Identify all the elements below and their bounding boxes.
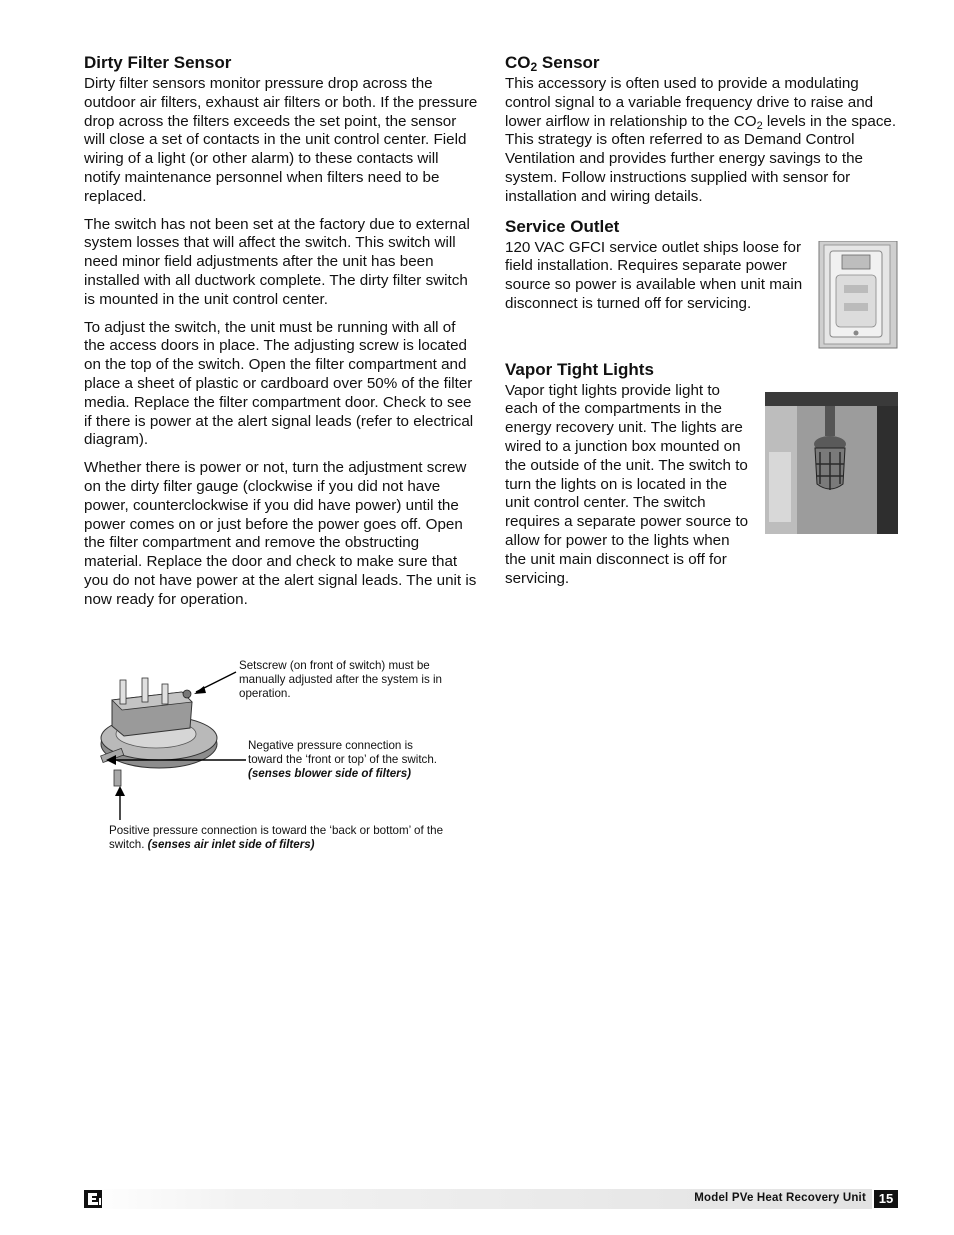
gfci-outlet-icon	[818, 241, 898, 349]
vapor-lights-heading: Vapor Tight Lights	[505, 359, 654, 379]
negative-pressure-callout	[248, 739, 438, 781]
dirty-filter-paragraph-4: Whether there is power or not, turn the adjustment screw on the dirty filter gauge (clockwise if you did not have power, counterclockwise if you did have power) until the power comes on or just before the power goes off. Open the filter compartment and remove the obstructing material. Replace the door and check to make sure that you do not have power at the alert signal leads. The unit is now ready for operation.	[84, 459, 477, 608]
setscrew-callout: Setscrew (on front of switch) must be manually adjusted after the system is in operation.	[239, 659, 442, 700]
negative-pressure-text: Negative pressure connection is toward the ‘front or top’ of the switch.	[248, 739, 438, 766]
footer-title: Model PVe Heat Recovery Unit	[694, 1192, 866, 1204]
co2-heading-suffix: Sensor	[537, 53, 600, 72]
page-number: 15	[874, 1190, 898, 1208]
pressure-switch-diagram	[84, 650, 484, 860]
positive-pressure-text: Positive pressure connection is toward the ‘back or bottom’ of the switch.	[109, 824, 444, 851]
company-logo	[84, 1190, 104, 1208]
dirty-filter-heading: Dirty Filter Sensor	[84, 53, 232, 72]
service-outlet-section	[505, 216, 900, 353]
positive-pressure-note: (senses air inlet side of filters)	[147, 838, 315, 851]
service-outlet-image	[818, 241, 898, 349]
co2-text-subscript: 2	[756, 119, 763, 132]
co2-text-part-b: levels in the space. This strategy is often referred to as Demand Control Ventilation and provides further energy savings to the system. Follow instructions supplied with sensor for installation and wiring details.	[505, 112, 897, 205]
dirty-filter-paragraph-3: To adjust the switch, the unit must be running with all of the access doors in place. The adjusting screw is located on the top of the switch. Open the filter compartment and place a sheet of plastic or cardboard over 50% of the filter media. Replace the filter compartment door. Check to see if there is power at the alert signal leads (refer to electrical diagram).	[84, 318, 474, 449]
left-column	[84, 52, 478, 619]
negative-pressure-note: (senses blower side of filters)	[248, 767, 412, 780]
positive-pressure-callout	[109, 824, 449, 852]
dirty-filter-section	[84, 52, 478, 610]
co2-text-part-a: This accessory is often used to provide a modulating control signal to a variable frequency drive to raise and lower airflow in relationship to the CO	[505, 75, 874, 130]
vapor-light-image	[765, 392, 898, 534]
logo-icon	[84, 1190, 104, 1208]
service-outlet-text: 120 VAC GFCI service outlet ships loose for field installation. Requires separate power source so power is available when unit main disconnect is turned off for servicing.	[505, 238, 803, 312]
vapor-lights-text: Vapor tight lights provide light to each of the compartments in the energy recovery unit. The lights are wired to a junction box mounted on the outside of the unit. The switch to turn the lights on is located in the unit control center. The switch requires a separate power source to allow for power to the lights when the unit main disconnect is off for servicing.	[505, 381, 749, 587]
co2-heading-subscript: 2	[530, 60, 538, 74]
vapor-light-photo	[765, 392, 898, 534]
service-outlet-heading: Service Outlet	[505, 216, 620, 236]
co2-sensor-section	[505, 52, 900, 207]
co2-sensor-text	[505, 75, 900, 207]
dirty-filter-paragraph-2: The switch has not been set at the factory due to external system losses that will affect the switch. This switch will need minor field adjustments after the unit has been installed with all ductwork complete. The dirty filter switch is mounted in the unit control center.	[84, 215, 470, 308]
co2-sensor-heading	[505, 52, 900, 73]
dirty-filter-paragraph-1: Dirty filter sensors monitor pressure drop across the outdoor air filters, exhaust air filters or both. If the pressure drop across the filters exceeds the set point, the sensor will close a set of contacts in the unit control center. Field wiring of a light (or other alarm) to these contacts will notify maintenance personnel when filters need to be replaced.	[84, 75, 478, 205]
co2-heading-prefix: CO	[505, 53, 531, 72]
